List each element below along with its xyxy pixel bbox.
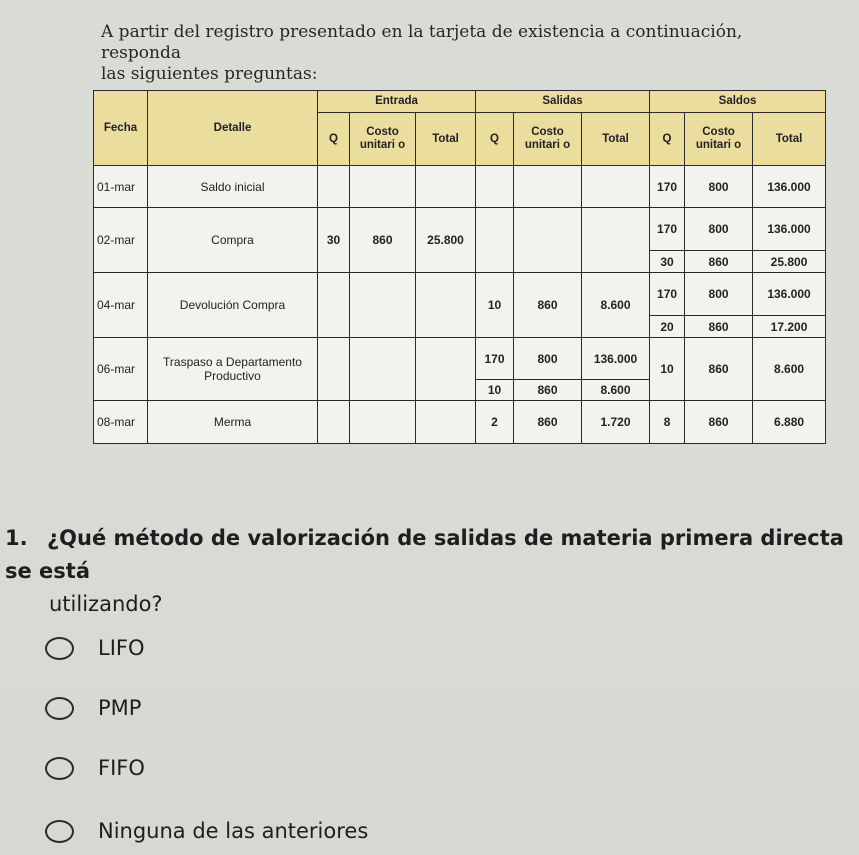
fecha-cell: 01-mar [94,166,148,208]
salida-total-cell: 8.600 [582,380,650,401]
empty-cell [350,401,416,444]
option-label: LIFO [98,636,145,660]
saldo-cu-cell: 860 [685,338,753,401]
empty-cell [514,166,582,208]
salida-cu-cell: 800 [514,338,582,380]
saldo-cu-cell: 800 [685,166,753,208]
entrada-total-header: Total [416,113,476,166]
radio-button[interactable] [45,697,74,720]
saldo-q-cell: 170 [650,166,685,208]
saldo-total-cell: 25.800 [753,251,826,273]
empty-cell [416,166,476,208]
saldo-q-cell: 20 [650,316,685,338]
salida-total-cell: 8.600 [582,273,650,338]
option-pmp[interactable] [45,692,141,724]
instructions-line-1: A partir del registro presentado en la tarjeta de existencia a continuación, responda [101,22,743,63]
table-row [94,273,826,316]
empty-cell [350,338,416,401]
entrada-costo-header: Costo unitari o [350,113,416,166]
saldo-cu-cell: 800 [685,273,753,316]
saldos-costo-header: Costo unitari o [685,113,753,166]
empty-cell [416,273,476,338]
saldo-total-cell: 8.600 [753,338,826,401]
salida-total-cell: 136.000 [582,338,650,380]
empty-cell [318,338,350,401]
fecha-cell: 04-mar [94,273,148,338]
empty-cell [350,166,416,208]
salida-q-cell: 10 [476,380,514,401]
table-row [94,338,826,380]
question-text-continued: utilizando? [49,592,163,616]
detalle-cell: Compra [148,208,318,273]
radio-button[interactable] [45,757,74,780]
option-label: Ninguna de las anteriores [98,819,369,843]
inventory-card-table [93,90,826,444]
salida-cu-cell: 860 [514,401,582,444]
salida-q-cell: 2 [476,401,514,444]
saldo-q-cell: 10 [650,338,685,401]
saldo-total-cell: 136.000 [753,273,826,316]
empty-cell [416,338,476,401]
entrada-total-cell: 25.800 [416,208,476,273]
empty-cell [476,208,514,273]
detalle-cell: Traspaso a Departamento Productivo [148,338,318,401]
empty-cell [416,401,476,444]
entrada-cu-cell: 860 [350,208,416,273]
empty-cell [318,273,350,338]
instructions-line-2: las siguientes preguntas: [101,64,318,84]
saldo-cu-cell: 860 [685,251,753,273]
empty-cell [350,273,416,338]
saldo-total-cell: 136.000 [753,166,826,208]
saldo-q-cell: 170 [650,273,685,316]
saldo-cu-cell: 860 [685,401,753,444]
option-ninguna[interactable] [45,815,368,847]
saldo-total-cell: 17.200 [753,316,826,338]
question-1 [5,522,855,621]
salida-total-cell: 1.720 [582,401,650,444]
fecha-cell: 06-mar [94,338,148,401]
entrada-q-cell: 30 [318,208,350,273]
saldos-total-header: Total [753,113,826,166]
entrada-q-header: Q [318,113,350,166]
group-salidas: Salidas [476,91,650,113]
saldo-cu-cell: 860 [685,316,753,338]
option-label: FIFO [98,756,145,780]
salidas-total-header: Total [582,113,650,166]
saldo-total-cell: 6.880 [753,401,826,444]
option-label: PMP [98,696,142,720]
option-lifo[interactable] [45,632,145,664]
radio-button[interactable] [45,637,74,660]
table-row [94,401,826,444]
table-row [94,166,826,208]
salidas-costo-header: Costo unitari o [514,113,582,166]
detalle-cell: Devolución Compra [148,273,318,338]
fecha-cell: 08-mar [94,401,148,444]
empty-cell [318,401,350,444]
empty-cell [582,208,650,273]
group-entrada: Entrada [318,91,476,113]
saldo-q-cell: 8 [650,401,685,444]
saldo-cu-cell: 800 [685,208,753,251]
detalle-cell: Saldo inicial [148,166,318,208]
salida-q-cell: 10 [476,273,514,338]
salida-q-cell: 170 [476,338,514,380]
saldo-total-cell: 136.000 [753,208,826,251]
detalle-cell: Merma [148,401,318,444]
option-fifo[interactable] [45,752,145,784]
header-row-groups [94,91,826,113]
instructions [101,22,821,85]
group-saldos: Saldos [650,91,826,113]
salidas-q-header: Q [476,113,514,166]
empty-cell [318,166,350,208]
empty-cell [582,166,650,208]
salida-cu-cell: 860 [514,273,582,338]
saldo-q-cell: 30 [650,251,685,273]
empty-cell [476,166,514,208]
salida-cu-cell: 860 [514,380,582,401]
empty-cell [514,208,582,273]
question-number: 1. [5,526,28,550]
col-fecha: Fecha [94,91,148,166]
table-row [94,208,826,251]
saldos-q-header: Q [650,113,685,166]
saldo-q-cell: 170 [650,208,685,251]
radio-button[interactable] [45,820,74,843]
question-text: ¿Qué método de valorización de salidas de materia primera directa se está [5,526,844,583]
fecha-cell: 02-mar [94,208,148,273]
col-detalle: Detalle [148,91,318,166]
